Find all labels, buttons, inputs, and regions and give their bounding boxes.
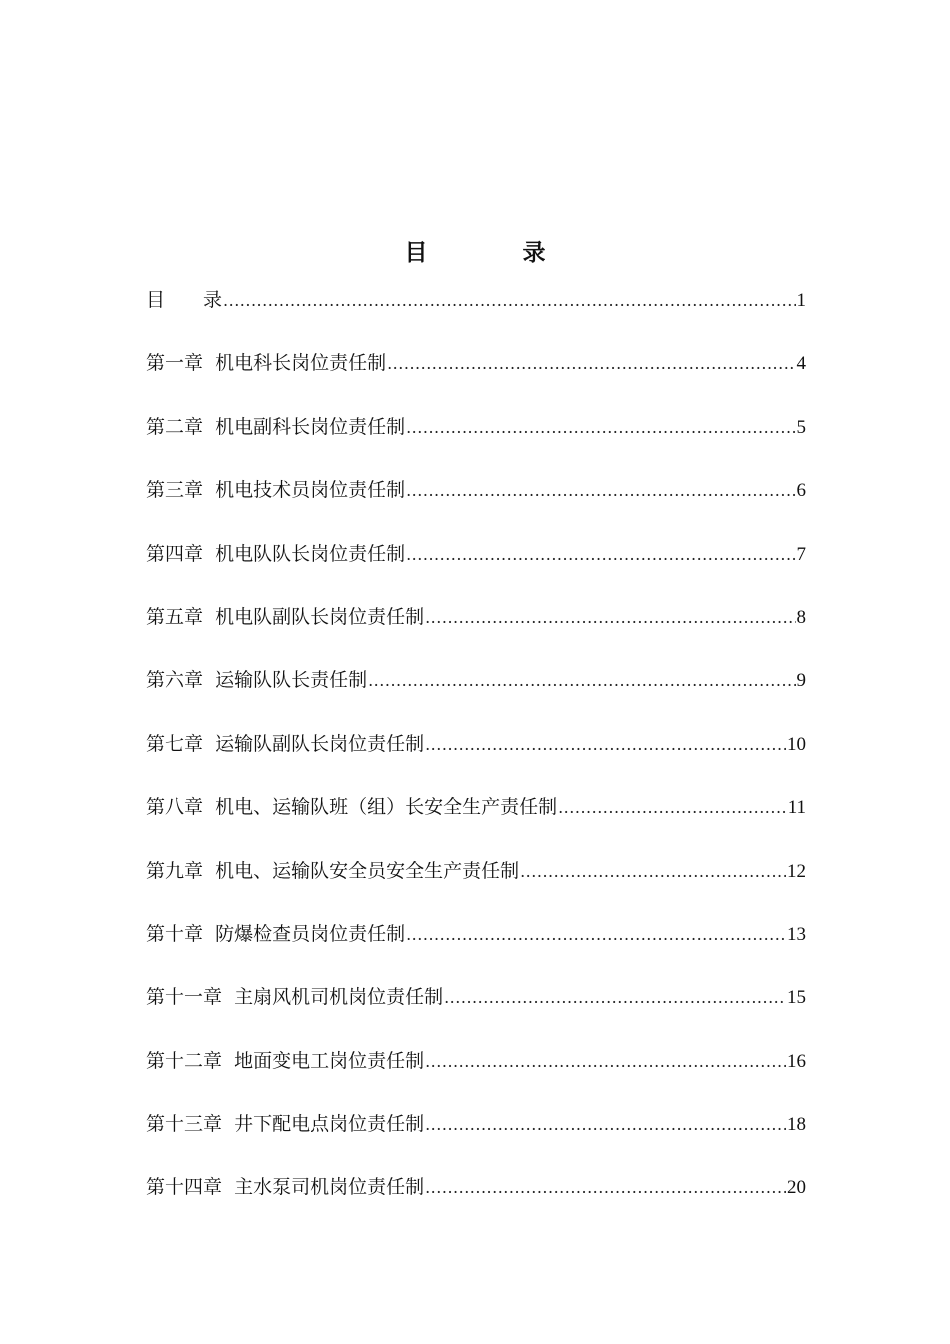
toc-entry-label: 第十三章 井下配电点岗位责任制: [146, 1113, 425, 1136]
toc-entry-label: 第十二章 地面变电工岗位责任制: [146, 1049, 425, 1072]
toc-leader-dots: [444, 982, 786, 1014]
toc-leader-dots: [520, 856, 786, 888]
toc-entry-label: 第二章 机电副科长岗位责任制: [146, 415, 406, 438]
toc-entry-label: 第八章 机电、运输队班（组）长安全生产责任制: [146, 796, 558, 819]
toc-entry[interactable]: [146, 728, 806, 791]
toc-entry[interactable]: [146, 1108, 806, 1171]
toc-entry-page: 11: [787, 797, 806, 819]
toc-entry[interactable]: [146, 538, 806, 601]
toc-entry-page: 5: [796, 416, 806, 438]
toc-leader-dots: [223, 285, 795, 317]
toc-entry-page: 6: [796, 480, 806, 502]
toc-entry-page: 1: [796, 290, 806, 311]
toc-leader-dots: [425, 729, 786, 761]
toc-entry[interactable]: [146, 474, 806, 537]
toc-entry-page: 9: [796, 670, 806, 692]
toc-entry[interactable]: [146, 981, 806, 1044]
toc-entry[interactable]: [146, 791, 806, 854]
toc-entry-page: 4: [796, 353, 806, 375]
toc-entry-label: 第十一章 主扇风机司机岗位责任制: [146, 986, 444, 1009]
toc-leader-dots: [406, 539, 795, 571]
toc-leader-dots: [368, 665, 795, 697]
toc-entry-label: 第十四章 主水泵司机岗位责任制: [146, 1176, 425, 1199]
toc-leader-dots: [406, 475, 795, 507]
toc-entry-label: 第四章 机电队队长岗位责任制: [146, 542, 406, 565]
toc-entry-label: 第三章 机电技术员岗位责任制: [146, 479, 406, 502]
toc-entry-page: 18: [787, 1114, 806, 1136]
toc-leader-dots: [425, 1109, 786, 1141]
toc-entry-label: 第九章 机电、运输队安全员安全生产责任制: [146, 859, 520, 882]
toc-entry-page: 8: [796, 606, 806, 628]
toc-leader-dots: [425, 1172, 786, 1204]
toc-entry[interactable]: [146, 1045, 806, 1108]
toc-entry[interactable]: [146, 601, 806, 664]
toc-entry-page: 16: [787, 1050, 806, 1072]
toc-entry-page: 12: [787, 860, 806, 882]
toc-leader-dots: [406, 412, 795, 444]
toc-entry-page: 7: [796, 543, 806, 565]
toc-entry-label: 第六章 运输队队长责任制: [146, 669, 368, 692]
toc-entry-label: 第十章 防爆检查员岗位责任制: [146, 922, 406, 945]
toc-leader-dots: [387, 348, 795, 380]
toc-leader-dots: [425, 1046, 786, 1078]
toc-entry-page: 13: [787, 923, 806, 945]
toc-entry-page: 10: [787, 733, 806, 755]
toc-entry-page: 20: [787, 1177, 806, 1199]
toc-entry-label: 目 录: [146, 289, 223, 311]
toc-leader-dots: [558, 792, 787, 824]
toc-leader-dots: [425, 602, 795, 634]
toc-entry[interactable]: [146, 918, 806, 981]
toc-entry-page: 15: [787, 987, 806, 1009]
toc-entry-label: 第七章 运输队副队长岗位责任制: [146, 732, 425, 755]
toc-entry[interactable]: [146, 1171, 806, 1234]
toc-entry-label: 第五章 机电队副队长岗位责任制: [146, 605, 425, 628]
toc-leader-dots: [406, 919, 786, 951]
toc-entry[interactable]: [146, 284, 806, 347]
toc-title: 目 录: [404, 239, 582, 266]
table-of-contents: [146, 284, 806, 1235]
toc-entry[interactable]: [146, 664, 806, 727]
toc-entry[interactable]: [146, 855, 806, 918]
toc-entry[interactable]: [146, 347, 806, 410]
toc-entry-label: 第一章 机电科长岗位责任制: [146, 352, 387, 375]
toc-entry[interactable]: [146, 411, 806, 474]
